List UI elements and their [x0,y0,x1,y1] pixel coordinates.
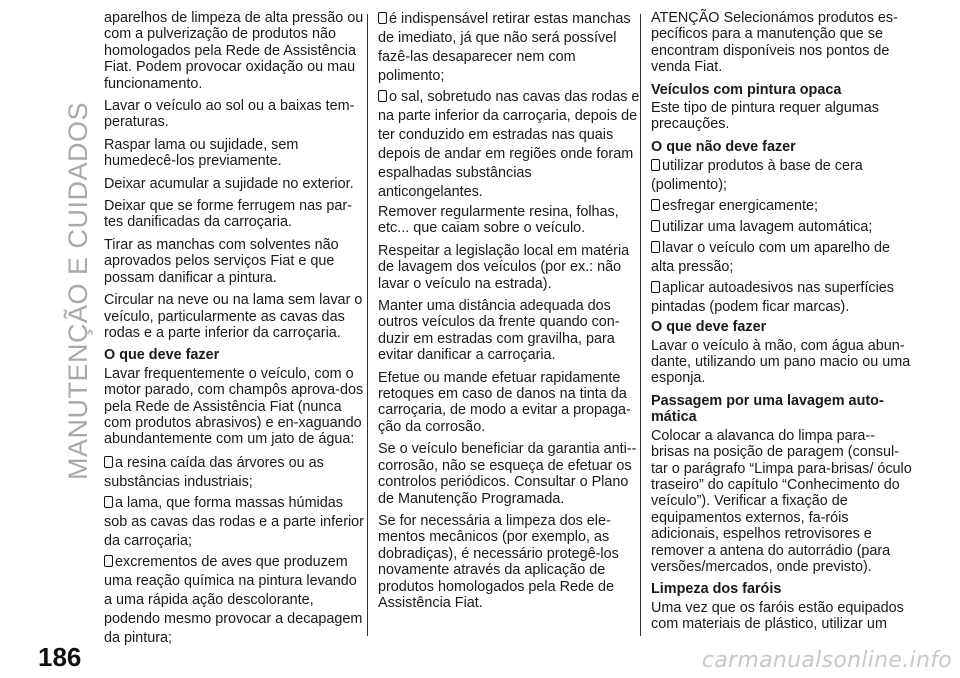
text-column-1 [104,10,366,650]
chapter-side-title: MANUTENÇÃO E CUIDADOS [63,101,93,480]
column-divider [367,14,368,636]
bullet-item [378,10,640,86]
paragraph [378,243,640,292]
text: aplicar autoadesivos nas superfícies pintadas (podem ficar marcas). [651,280,894,316]
text: Lavar o veículo à mão, com água abun-dante, utilizando um pano macio ou uma esponja. [651,337,911,387]
text: lavar o veículo com um aparelho de alta pressão; [651,240,890,276]
text: O que deve fazer [104,347,220,364]
text: Passagem por uma lavagem auto-mática [651,392,884,426]
text-column-2 [378,10,640,617]
text: Se o veículo beneficiar da garantia anti--corrosão, não se esqueça de efetuar os controlos periódicos. Consultar o Plano de Manutenção Programada. [378,441,637,507]
text: ATENÇÃO Selecionámos produtos es-pecíficos para a manutenção que se encontram disponíveis nos pontos de venda Fiat. [651,10,898,76]
paragraph [104,176,366,192]
text: Lavar o veículo ao sol ou a baixas tem-peraturas. [104,98,355,131]
text: o sal, sobretudo nas cavas das rodas e na parte inferior da carroçaria, depois de ter conduzido em estradas nas quais depois de andar em regiões onde foram espalhadas substâncias anticongelantes. [378,89,640,200]
section-heading [651,139,913,155]
bullet-item [104,553,366,648]
text: Manter uma distância adequada dos outros veículos da frente quando con-duzir em estradas com gravilha, para evitar danificar a carroçaria. [378,298,620,364]
bullet-icon [651,199,660,211]
text: Deixar que se forme ferrugem nas par-tes danificadas da carroçaria. [104,198,352,231]
bullet-item [651,279,913,317]
column-divider [640,14,641,636]
text: excrementos de aves que produzem uma reação química na pintura levando a uma rápida ação descolorante, podendo mesmo provocar a decapagem da pintura; [104,553,363,646]
paragraph [104,137,366,170]
paragraph [378,298,640,364]
text: Efetue ou mande efetuar rapidamente retoques em caso de danos na tinta da carroçaria, de modo a evitar a propaga-ção da corrosão. [378,369,631,435]
text: Tirar as manchas com solventes não aprovados pelos serviços Fiat e que possam danificar a pintura. [104,236,339,286]
bullet-icon [651,241,660,253]
section-heading [651,319,913,335]
paragraph [651,428,913,576]
text: Limpeza dos faróis [651,581,782,598]
bullet-item [104,494,366,551]
text: Raspar lama ou sujidade, sem humedecê-los previamente. [104,136,299,170]
text: Se for necessária a limpeza dos ele-mentos mecânicos (por exemplo, as dobradiças), é necessário protegê-los novamente através da aplicação de produtos homologados pela Rede de Assistência Fiat. [378,512,619,611]
text: aparelhos de limpeza de alta pressão ou com a pulverização de produtos não homologados pela Rede de Assistência Fiat. Podem provocar oxidação ou mau funcionamento. [104,10,364,92]
watermark: carmanualsonline.info [701,648,952,673]
paragraph [104,10,366,92]
paragraph [651,10,913,76]
paragraph [378,513,640,611]
text: utilizar produtos à base de cera (polimento); [651,158,863,194]
paragraph [104,237,366,286]
bullet-item [651,239,913,277]
paragraph [104,292,366,341]
paragraph [104,198,366,231]
text: Deixar acumular a sujidade no exterior. [104,175,354,192]
paragraph [651,600,913,633]
bullet-item [651,197,913,216]
text: a resina caída das árvores ou as substâncias industriais; [104,454,324,490]
section-heading [651,393,913,426]
text: a lama, que forma massas húmidas sob as cavas das rodas e a parte inferior da carroçaria; [104,494,364,549]
text: Respeitar a legislação local em matéria de lavagem dos veículos (por ex.: não lavar o veículo na estrada). [378,242,630,292]
text: Veículos com pintura opaca [651,81,842,98]
text-column-3 [651,10,913,639]
paragraph [104,366,366,448]
paragraph [378,370,640,436]
bullet-icon [104,456,113,468]
text: O que não deve fazer [651,138,796,155]
text: utilizar uma lavagem automática; [662,219,873,236]
text: Uma vez que os faróis estão equipados com materiais de plástico, utilizar um [651,599,904,633]
bullet-item [651,218,913,237]
text: Circular na neve ou na lama sem lavar o veículo, particularmente as cavas das rodas e a parte inferior da carroçaria. [104,292,363,341]
paragraph [651,100,913,133]
bullet-item [104,454,366,492]
text: Lavar frequentemente o veículo, com o motor parado, com champôs aprova-dos pela Rede de Assistência Fiat (nunca com produtos abrasivos) e en-xaguando abundantemente com um jato de água: [104,365,364,448]
text: Este tipo de pintura requer algumas precauções. [651,100,879,133]
bullet-item [651,157,913,195]
bullet-icon [378,90,387,102]
text: Colocar a alavanca do limpa para--brisas na posição de paragem (consul-tar o parágrafo “Limpa para-brisas/ óculo traseiro” do capítulo “Conhecimento do veículo”). Verificar a fixação de equipamentos externos, fa-róis adicionais, espelhos retrovisores e remover a antena do autorrádio (para versões/mercados, onde previsto). [651,427,912,575]
paragraph [104,98,366,131]
paragraph [651,338,913,387]
paragraph [378,204,640,237]
text: esfregar energicamente; [662,198,818,215]
bullet-item [378,88,640,202]
bullet-icon [104,496,113,508]
page-number: 186 [38,642,82,672]
bullet-icon [651,220,660,232]
section-heading [651,581,913,597]
text: O que deve fazer [651,319,767,336]
text: é indispensável retirar estas manchas de imediato, já que não será possível fazê-las desaparecer nem com polimento; [378,11,631,84]
bullet-icon [104,555,113,567]
bullet-icon [651,159,660,171]
bullet-icon [378,12,387,24]
text: Remover regularmente resina, folhas, etc... que caiam sobre o veículo. [378,204,619,237]
bullet-icon [651,281,660,293]
paragraph [378,441,640,507]
section-heading [104,347,366,363]
section-heading [651,82,913,98]
